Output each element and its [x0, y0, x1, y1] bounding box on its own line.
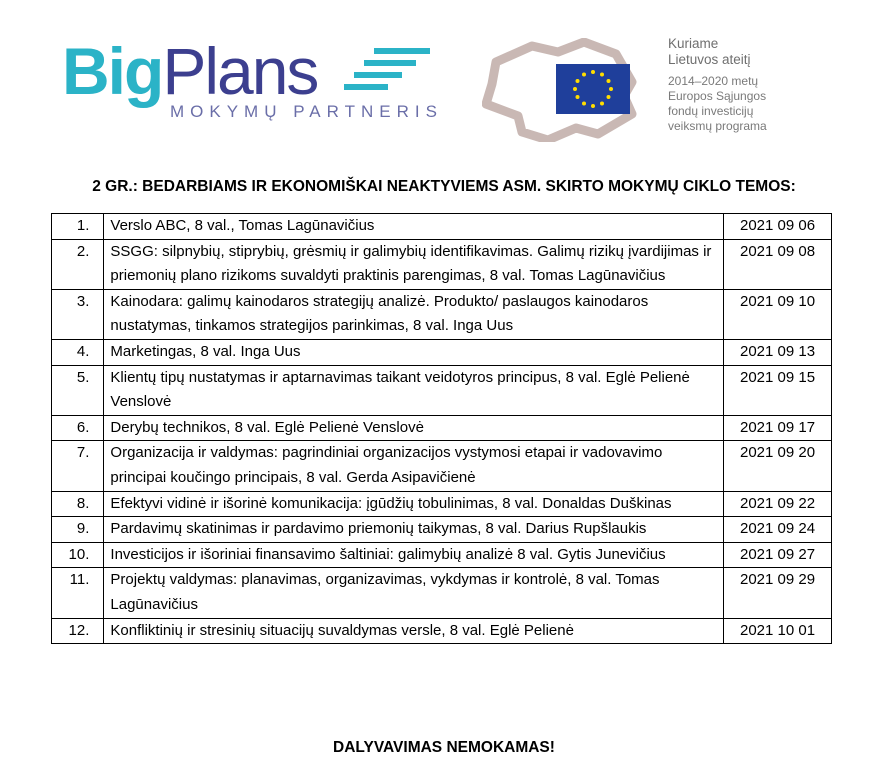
bigplans-tagline: MOKYMŲ PARTNERIS: [170, 102, 443, 121]
row-topic: Verslo ABC, 8 val., Tomas Lagūnavičius: [104, 214, 724, 240]
row-date: 2021 09 06: [724, 214, 832, 240]
row-date: 2021 09 27: [724, 542, 832, 568]
row-number: 11.: [52, 568, 104, 618]
table-row: [52, 568, 832, 618]
row-topic: Pardavimų skatinimas ir pardavimo priemonių taikymas, 8 val. Darius Rupšlaukis: [104, 517, 724, 543]
table-row: [52, 214, 832, 240]
row-topic: Marketingas, 8 val. Inga Uus: [104, 339, 724, 365]
table-row: [52, 365, 832, 415]
table-row: [52, 239, 832, 289]
row-topic: Derybų technikos, 8 val. Eglė Pelienė Venslovė: [104, 415, 724, 441]
row-date: 2021 09 15: [724, 365, 832, 415]
row-date: 2021 09 08: [724, 239, 832, 289]
table-row: [52, 441, 832, 491]
row-topic: SSGG: silpnybių, stiprybių, grėsmių ir galimybių identifikavimas. Galimų rizikų įvardijimas ir priemonių plano rizikoms suvaldyti praktinis parengimas, 8 val. Tomas Lagūnavičius: [104, 239, 724, 289]
lithuania-map-icon: [482, 38, 642, 142]
schedule-table: [51, 213, 832, 644]
bigplans-stripes-icon: [344, 46, 430, 98]
row-topic: Klientų tipų nustatymas ir aptarnavimas taikant veidotyros principus, 8 val. Eglė Pelienė Venslovė: [104, 365, 724, 415]
row-date: 2021 09 24: [724, 517, 832, 543]
table-row: [52, 542, 832, 568]
page-title: 2 GR.: BEDARBIAMS IR EKONOMIŠKAI NEAKTYVIEMS ASM. SKIRTO MOKYMŲ CIKLO TEMOS:: [92, 178, 796, 195]
table-row: [52, 289, 832, 339]
row-topic: Konfliktinių ir stresinių situacijų suvaldymas versle, 8 val. Eglė Pelienė: [104, 618, 724, 644]
row-number: 2.: [52, 239, 104, 289]
row-number: 9.: [52, 517, 104, 543]
bigplans-logo: [62, 34, 443, 126]
row-topic: Kainodara: galimų kainodaros strategijų analizė. Produkto/ paslaugos kainodaros nustatymas, tinkamos strategijos parinkimas, 8 val. Inga Uus: [104, 289, 724, 339]
row-topic: Projektų valdymas: planavimas, organizavimas, vykdymas ir kontrolė, 8 val. Tomas Lagūnavičius: [104, 568, 724, 618]
row-number: 7.: [52, 441, 104, 491]
table-row: [52, 517, 832, 543]
table-row: [52, 339, 832, 365]
eu-funds-logo: [482, 30, 782, 142]
row-topic: Efektyvi vidinė ir išorinė komunikacija: įgūdžių tobulinimas, 8 val. Donaldas Duškinas: [104, 491, 724, 517]
row-date: 2021 09 22: [724, 491, 832, 517]
row-number: 5.: [52, 365, 104, 415]
row-date: 2021 09 10: [724, 289, 832, 339]
row-number: 10.: [52, 542, 104, 568]
row-number: 8.: [52, 491, 104, 517]
row-number: 12.: [52, 618, 104, 644]
bigplans-wordmark: BigPlans: [62, 34, 318, 108]
row-topic: Organizacija ir valdymas: pagrindiniai organizacijos vystymosi etapai ir vadovavimo principai koučingo principais, 8 val. Gerda Asipavičienė: [104, 441, 724, 491]
table-row: [52, 618, 832, 644]
row-number: 4.: [52, 339, 104, 365]
row-date: 2021 09 20: [724, 441, 832, 491]
row-date: 2021 09 13: [724, 339, 832, 365]
row-number: 6.: [52, 415, 104, 441]
free-participation-note: DALYVAVIMAS NEMOKAMAS!: [333, 739, 555, 756]
table-row: [52, 415, 832, 441]
eu-funds-caption: Kuriame Lietuvos ateitį 2014–2020 metų Europos Sąjungos fondų investicijų veiksmų programa: [668, 36, 767, 133]
row-date: 2021 09 17: [724, 415, 832, 441]
row-number: 1.: [52, 214, 104, 240]
row-date: 2021 09 29: [724, 568, 832, 618]
table-row: [52, 491, 832, 517]
row-date: 2021 10 01: [724, 618, 832, 644]
row-number: 3.: [52, 289, 104, 339]
row-topic: Investicijos ir išoriniai finansavimo šaltiniai: galimybių analizė 8 val. Gytis Junevičius: [104, 542, 724, 568]
